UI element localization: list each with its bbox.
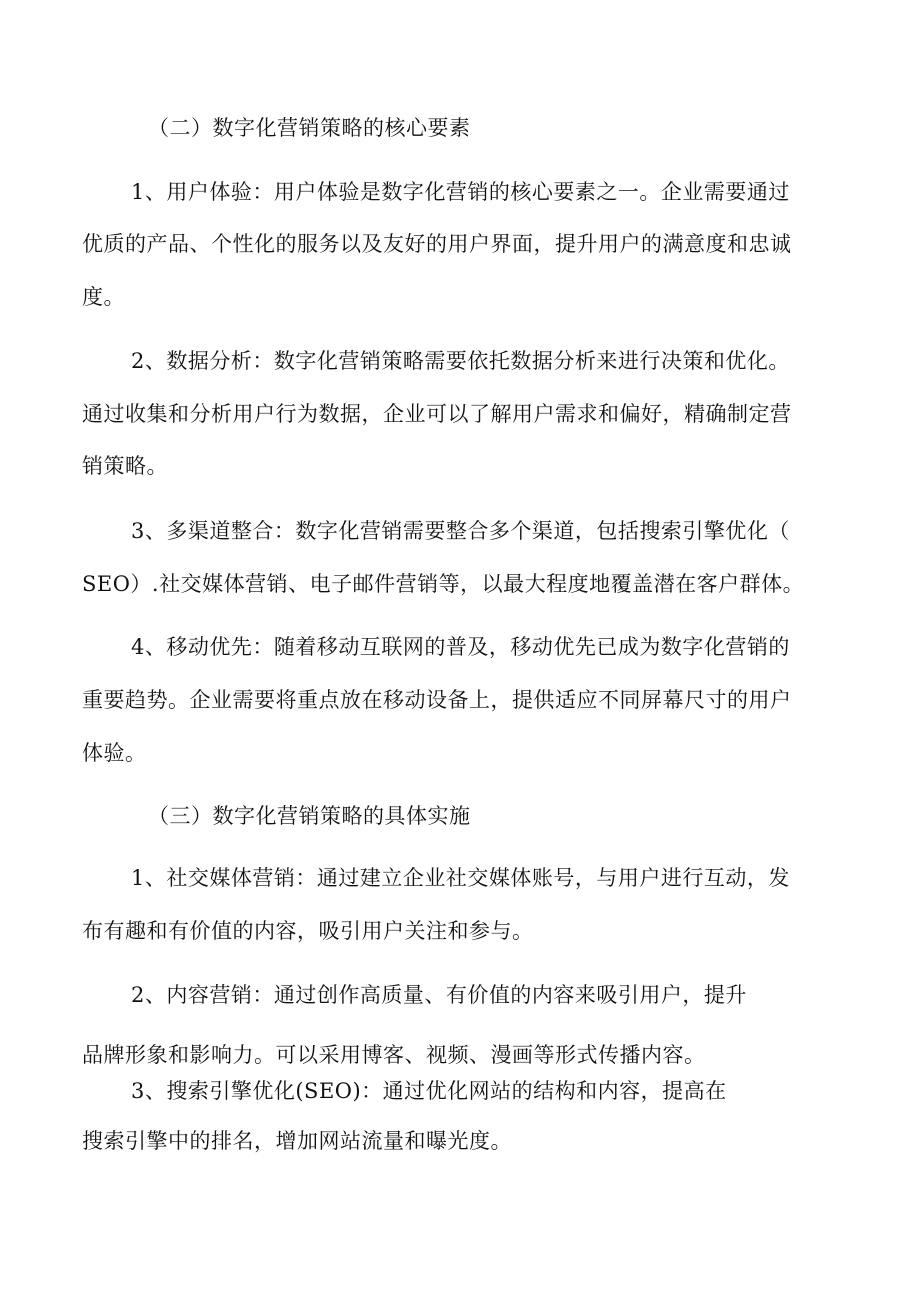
paragraph-data-analysis-line-2: 通过收集和分析用户行为数据，企业可以了解用户需求和偏好，精确制定营 xyxy=(82,402,792,426)
section-heading-implementation: （三）数字化营销策略的具体实施 xyxy=(148,804,471,828)
paragraph-user-experience-line-1: 1、用户体验：用户体验是数字化营销的核心要素之一。企业需要通过 xyxy=(131,180,790,204)
paragraph-social-media-line-2: 布有趣和有价值的内容，吸引用户关注和参与。 xyxy=(82,919,534,943)
paragraph-multichannel-line-1: 3、多渠道整合：数字化营销需要整合多个渠道，包括搜索引擎优化（ xyxy=(131,519,790,543)
paragraph-seo-line-2: 搜索引擎中的排名，增加网站流量和曝光度。 xyxy=(82,1129,512,1153)
paragraph-user-experience-line-3: 度。 xyxy=(82,285,125,309)
section-heading-core-elements: （二）数字化营销策略的核心要素 xyxy=(148,116,471,140)
paragraph-mobile-first-line-1: 4、移动优先：随着移动互联网的普及，移动优先已成为数字化营销的 xyxy=(131,635,790,659)
paragraph-social-media-line-1: 1、社交媒体营销：通过建立企业社交媒体账号，与用户进行互动，发 xyxy=(131,866,790,890)
paragraph-data-analysis-line-3: 销策略。 xyxy=(82,454,168,478)
paragraph-data-analysis-line-1: 2、数据分析：数字化营销策略需要依托数据分析来进行决策和优化。 xyxy=(131,349,790,373)
paragraph-seo-line-1: 3、搜索引擎优化(SEO)：通过优化网站的结构和内容，提高在 xyxy=(131,1079,727,1103)
paragraph-mobile-first-line-2: 重要趋势。企业需要将重点放在移动设备上，提供适应不同屏幕尺寸的用户 xyxy=(82,688,792,712)
paragraph-user-experience-line-2: 优质的产品、个性化的服务以及友好的用户界面，提升用户的满意度和忠诚 xyxy=(82,232,792,256)
paragraph-content-marketing-line-1: 2、内容营销：通过创作高质量、有价值的内容来吸引用户，提升 xyxy=(131,983,747,1007)
paragraph-content-marketing-line-2: 品牌形象和影响力。可以采用博客、视频、漫画等形式传播内容。 xyxy=(82,1043,706,1067)
paragraph-mobile-first-line-3: 体验。 xyxy=(82,741,147,765)
paragraph-multichannel-line-2: SEO）.社交媒体营销、电子邮件营销等，以最大程度地覆盖潜在客户群体。 xyxy=(82,572,805,596)
